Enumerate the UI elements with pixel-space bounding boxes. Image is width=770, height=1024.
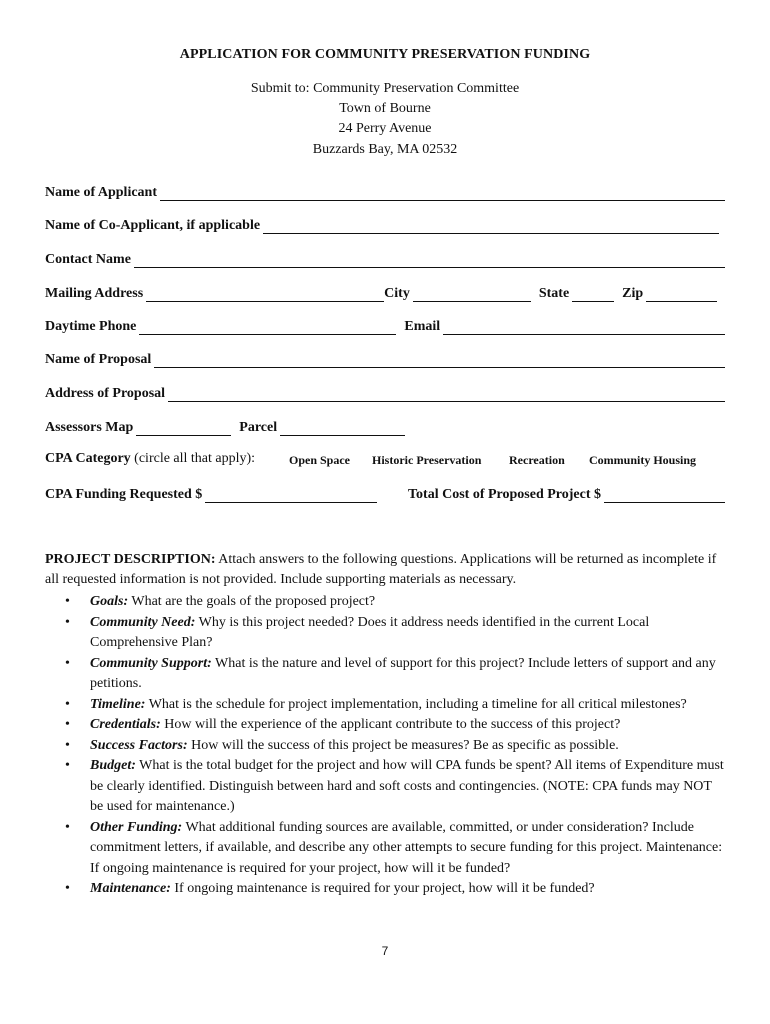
total-cost-field[interactable]	[604, 489, 725, 503]
question-key: Credentials:	[90, 717, 161, 732]
co-applicant-row	[45, 216, 719, 234]
town-line: Town of Bourne	[339, 101, 431, 116]
email-field[interactable]	[443, 321, 725, 335]
category-open-space[interactable]: Open Space	[289, 453, 351, 467]
question-key: Community Support:	[90, 655, 212, 671]
question-text: What is the total budget for the project and how will CPA funds be spent? All items of Expenditure must be clearly identified. Distinguish between hard and soft costs and contingencies. (NOTE: CPA funds may NOT be used for maintenance.)	[90, 758, 724, 814]
category-community-housing[interactable]: Community Housing	[589, 453, 697, 467]
proposal-name-row	[45, 350, 725, 368]
list-item	[45, 654, 725, 695]
funding-requested-row	[45, 485, 377, 503]
total-cost-label: Total Cost of Proposed Project $	[408, 487, 601, 502]
question-key: Goals:	[90, 594, 129, 609]
question-key: Other Funding:	[90, 819, 183, 835]
state-field[interactable]	[572, 288, 614, 302]
question-text: What are the goals of the proposed project?	[131, 594, 376, 609]
funding-requested-label: CPA Funding Requested $	[45, 487, 203, 502]
list-item	[45, 879, 725, 900]
assessors-map-label: Assessors Map	[45, 420, 134, 435]
question-text: How will the experience of the applicant contribute to the success of this project?	[164, 717, 621, 732]
mailing-row	[45, 284, 717, 302]
map-parcel-row	[45, 418, 405, 436]
state-label: State	[538, 286, 570, 301]
parcel-label: Parcel	[239, 420, 278, 435]
question-text: What is the nature and level of support for this project? Include letters of support and any petitions.	[90, 655, 716, 691]
question-text: What additional funding sources are available, committed, or under consideration? Include commitment letters, if available, and describe any other attempts to secure funding for this project. Maintenance: If ongoing maintenance is required for your project, how will it be funded?	[90, 819, 723, 876]
category-label: CPA Category	[45, 451, 131, 466]
zip-label: Zip	[622, 286, 644, 301]
list-item	[45, 756, 725, 818]
applicant-label: Name of Applicant	[45, 185, 157, 200]
phone-label: Daytime Phone	[45, 319, 137, 334]
bullet-icon: •	[65, 696, 70, 712]
proposal-name-field[interactable]	[154, 354, 725, 368]
contact-label: Contact Name	[45, 252, 131, 267]
bullet-icon: •	[65, 614, 70, 630]
category-hint: (circle all that apply):	[134, 451, 256, 466]
question-text: Why is this project needed? Does it address needs identified in the current Local Comprehensive Plan?	[90, 614, 650, 650]
applicant-row	[45, 183, 725, 201]
question-list	[45, 592, 725, 900]
category-historic-preservation[interactable]: Historic Preservation	[372, 453, 482, 467]
contact-row	[45, 250, 725, 268]
list-item	[45, 613, 725, 654]
question-key: Budget:	[90, 758, 136, 773]
cpa-category-row	[45, 451, 255, 467]
description-heading: PROJECT DESCRIPTION:	[45, 552, 216, 567]
bullet-icon: •	[65, 655, 70, 671]
list-item	[45, 818, 725, 880]
city-field[interactable]	[413, 288, 531, 302]
proposal-address-row	[45, 384, 725, 402]
page-number: 7	[381, 944, 389, 958]
co-applicant-label: Name of Co-Applicant, if applicable	[45, 218, 261, 233]
category-recreation[interactable]: Recreation	[509, 453, 565, 467]
proposal-address-label: Address of Proposal	[45, 386, 166, 401]
funding-requested-field[interactable]	[205, 489, 377, 503]
question-text: If ongoing maintenance is required for your project, how will it be funded?	[174, 881, 595, 896]
bullet-icon: •	[65, 594, 70, 609]
question-text: What is the schedule for project implementation, including a timeline for all critical milestones?	[148, 696, 687, 712]
phone-email-row	[45, 317, 725, 335]
applicant-field[interactable]	[160, 187, 725, 201]
mailing-label: Mailing Address	[45, 286, 144, 301]
list-item	[45, 592, 725, 613]
bullet-icon: •	[65, 819, 70, 835]
contact-field[interactable]	[134, 254, 725, 268]
list-item	[45, 715, 725, 736]
description-intro: Attach answers to the following questions. Applications will be returned as incomplete if all requested information is not provided. Include supporting materials as necessary.	[45, 552, 717, 587]
co-applicant-field[interactable]	[263, 220, 719, 234]
submit-to-line: Submit to: Community Preservation Committee	[250, 81, 520, 96]
email-label: Email	[404, 319, 441, 334]
bullet-icon: •	[65, 758, 70, 773]
assessors-map-field[interactable]	[136, 422, 231, 436]
question-key: Success Factors:	[90, 737, 188, 753]
phone-field[interactable]	[139, 321, 396, 335]
bullet-icon: •	[65, 881, 70, 896]
proposal-address-field[interactable]	[168, 388, 725, 402]
city-zip-line: Buzzards Bay, MA 02532	[312, 142, 458, 157]
city-label: City	[384, 286, 410, 301]
form-title: APPLICATION FOR COMMUNITY PRESERVATION FUNDING	[179, 47, 591, 62]
list-item	[45, 736, 725, 757]
proposal-name-label: Name of Proposal	[45, 352, 152, 367]
question-text: How will the success of this project be measures? Be as specific as possible.	[191, 737, 619, 753]
zip-field[interactable]	[646, 288, 717, 302]
total-cost-row	[408, 485, 725, 503]
question-key: Timeline:	[90, 696, 146, 712]
question-key: Maintenance:	[90, 881, 171, 896]
bullet-icon: •	[65, 717, 70, 732]
mailing-field[interactable]	[146, 288, 384, 302]
street-line: 24 Perry Avenue	[338, 121, 432, 136]
bullet-icon: •	[65, 737, 70, 753]
parcel-field[interactable]	[280, 422, 405, 436]
list-item	[45, 695, 725, 716]
question-key: Community Need:	[90, 614, 196, 630]
project-description	[45, 550, 725, 590]
